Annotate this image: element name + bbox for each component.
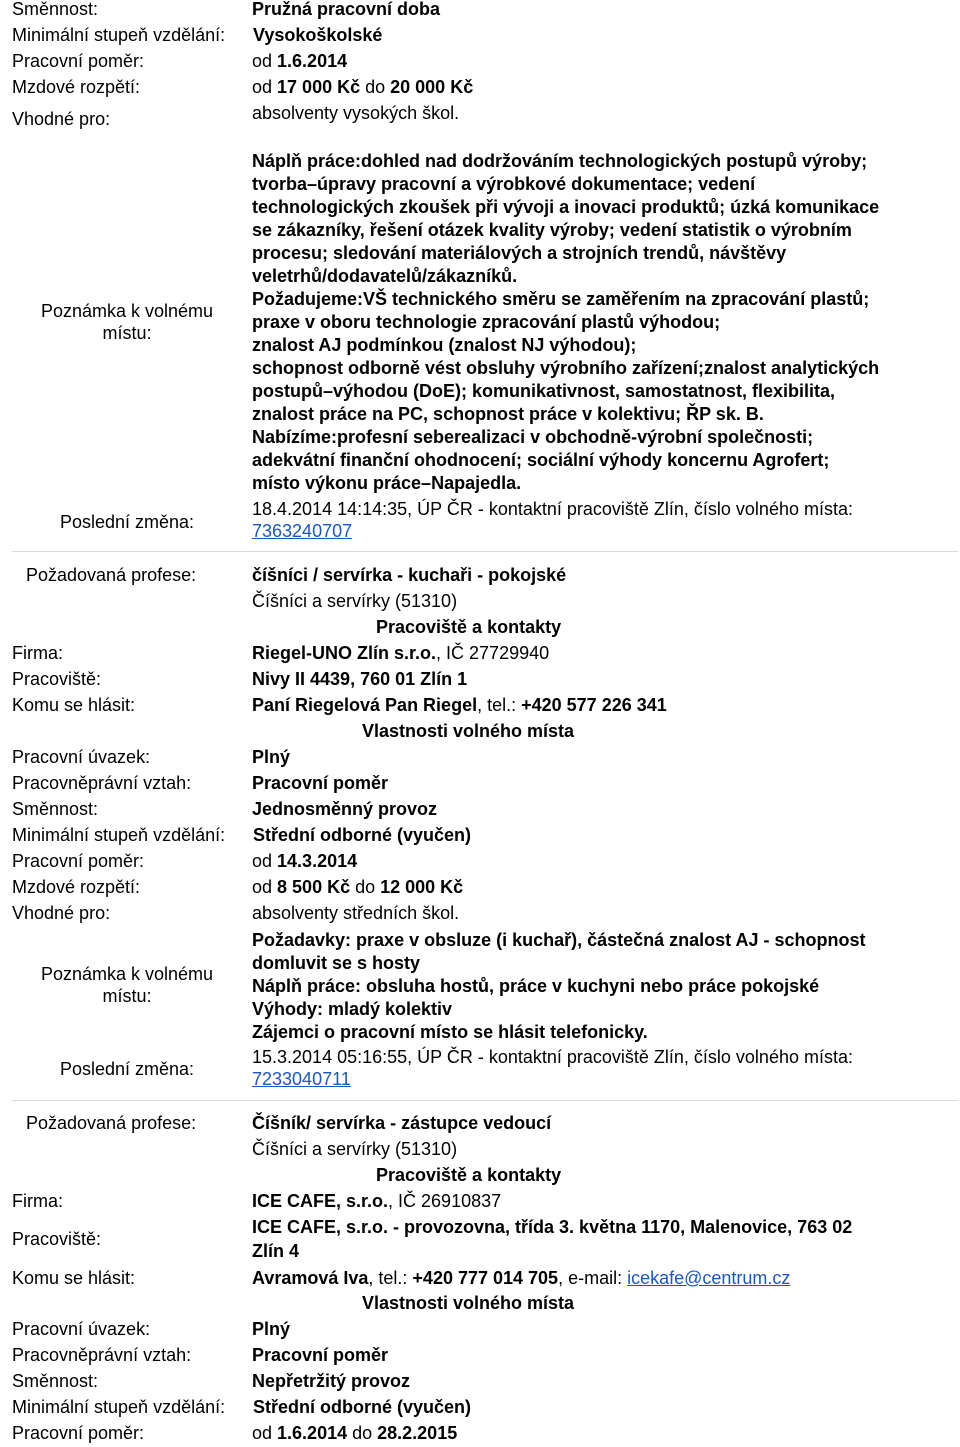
block1-vzdelani-row bbox=[12, 24, 383, 46]
block3-pracoviste-line1: ICE CAFE, s.r.o. - provozovna, třída 3. května 1170, Malenovice, 763 02 bbox=[252, 1217, 853, 1237]
block2-section-props: Vlastnosti volného místa bbox=[362, 721, 575, 741]
block2-note-label: Poznámka k volnému místu: bbox=[40, 964, 214, 1006]
block2-profese-value: číšníci / servírka - kuchaři - pokojské bbox=[252, 565, 567, 585]
block3-profese-label: Požadovaná profese: bbox=[26, 1113, 197, 1133]
smennost-label: Směnnost: bbox=[12, 0, 99, 19]
mzda-label: Mzdové rozpětí: bbox=[12, 77, 141, 97]
vzdelani-value: Střední odborné (vyučen) bbox=[253, 825, 472, 845]
komu-value: Paní Riegelová Pan Riegel, tel.: +420 577 226 341 bbox=[252, 695, 667, 715]
firma-label: Firma: bbox=[12, 1191, 63, 1211]
mzda-value: od 8 500 Kč do 12 000 Kč bbox=[252, 877, 464, 897]
vzdelani-value: Střední odborné (vyučen) bbox=[253, 1397, 472, 1417]
vacancy-number-link[interactable]: 7233040711 bbox=[252, 1069, 351, 1089]
block2-mzda-row bbox=[12, 876, 464, 898]
uvazek-label: Pracovní úvazek: bbox=[12, 1319, 151, 1339]
block2-profese-label: Požadovaná profese: bbox=[26, 565, 197, 585]
pracoviste-value: Nivy II 4439, 760 01 Zlín 1 bbox=[252, 669, 468, 689]
pomer-label: Pracovní poměr: bbox=[12, 51, 145, 71]
block3-vztah-row bbox=[12, 1344, 389, 1366]
vzdelani-label: Minimální stupeň vzdělání: bbox=[12, 1397, 226, 1417]
block3-section-props: Vlastnosti volného místa bbox=[362, 1293, 575, 1313]
block2-pomer-row bbox=[12, 850, 358, 872]
pomer-value: od 1.6.2014 do 28.2.2015 bbox=[252, 1423, 458, 1443]
block1-vhodne-row bbox=[12, 108, 110, 130]
divider bbox=[12, 1100, 958, 1101]
block3-komu-row bbox=[12, 1267, 791, 1289]
block2-komu-row bbox=[12, 694, 667, 716]
block2-uvazek-row bbox=[12, 746, 291, 768]
block3-pracoviste-line2: Zlín 4 bbox=[252, 1241, 300, 1261]
vhodne-label: Vhodné pro: bbox=[12, 903, 111, 923]
block2-last-change: 15.3.2014 05:16:55, ÚP ČR - kontaktní pracoviště Zlín, číslo volného místa: 7233040711 bbox=[252, 1047, 853, 1089]
divider bbox=[12, 551, 958, 552]
block1-last-change-label: Poslední změna: bbox=[59, 512, 195, 532]
vztah-value: Pracovní poměr bbox=[252, 773, 389, 793]
block1-mzda-row bbox=[12, 76, 474, 98]
pomer-label: Pracovní poměr: bbox=[12, 1423, 145, 1443]
firma-label: Firma: bbox=[12, 643, 63, 663]
block2-firma-row bbox=[12, 642, 550, 664]
block3-section-contacts: Pracoviště a kontakty bbox=[376, 1165, 562, 1185]
vzdelani-value: Vysokoškolské bbox=[253, 25, 383, 45]
vztah-value: Pracovní poměr bbox=[252, 1345, 389, 1365]
block2-note-text: Požadavky: praxe v obsluze (i kuchař), částečná znalost AJ - schopnost domluvit se s hosty Náplň práce: obsluha hostů, práce v kuchyni nebo práce pokojské Výhody: mladý kolektiv Zájemci o pracovní místo se hlásit telefonicky. bbox=[252, 930, 866, 1042]
block3-uvazek-row bbox=[12, 1318, 291, 1340]
block3-pomer-row bbox=[12, 1422, 458, 1444]
block2-last-change-label: Poslední změna: bbox=[59, 1059, 195, 1079]
block2-pracoviste-row bbox=[12, 668, 468, 690]
block3-profese-value: Číšník/ servírka - zástupce vedoucí bbox=[252, 1113, 552, 1133]
block1-note-label: Poznámka k volnému místu: bbox=[40, 301, 214, 343]
block3-pracoviste-label: Pracoviště: bbox=[12, 1229, 102, 1249]
komu-label: Komu se hlásit: bbox=[12, 1268, 136, 1288]
vztah-label: Pracovněprávní vztah: bbox=[12, 773, 192, 793]
pomer-value: od 1.6.2014 bbox=[252, 51, 348, 71]
uvazek-label: Pracovní úvazek: bbox=[12, 747, 151, 767]
block2-vztah-row bbox=[12, 772, 389, 794]
block3-smennost-row bbox=[12, 1370, 411, 1392]
block3-firma-row bbox=[12, 1190, 502, 1212]
komu-label: Komu se hlásit: bbox=[12, 695, 136, 715]
block2-kategorie: Číšníci a servírky (51310) bbox=[252, 591, 458, 611]
mzda-label: Mzdové rozpětí: bbox=[12, 877, 141, 897]
mzda-value: od 17 000 Kč do 20 000 Kč bbox=[252, 77, 474, 97]
pomer-label: Pracovní poměr: bbox=[12, 851, 145, 871]
block2-smennost-row bbox=[12, 798, 438, 820]
email-link[interactable]: icekafe@centrum.cz bbox=[627, 1268, 791, 1288]
pomer-value: od 14.3.2014 bbox=[252, 851, 358, 871]
block1-last-change: 18.4.2014 14:14:35, ÚP ČR - kontaktní pracoviště Zlín, číslo volného místa: 7363240707 bbox=[252, 499, 853, 541]
block1-vhodne-value: absolventy vysokých škol. bbox=[252, 103, 460, 123]
block3-kategorie: Číšníci a servírky (51310) bbox=[252, 1139, 458, 1159]
firma-value: Riegel-UNO Zlín s.r.o., IČ 27729940 bbox=[252, 643, 550, 663]
smennost-value: Pružná pracovní doba bbox=[252, 0, 441, 19]
uvazek-value: Plný bbox=[252, 1319, 291, 1339]
vhodne-label: Vhodné pro: bbox=[12, 109, 111, 129]
block2-section-contacts: Pracoviště a kontakty bbox=[376, 617, 562, 637]
vacancy-number-link[interactable]: 7363240707 bbox=[252, 521, 353, 541]
block3-vzdelani-row bbox=[12, 1396, 472, 1418]
vzdelani-label: Minimální stupeň vzdělání: bbox=[12, 25, 226, 45]
block1-note-text: Náplň práce:dohled nad dodržováním technologických postupů výroby; tvorba–úpravy pracovní a výrobkové dokumentace; vedení technologických zkoušek při vývoji a inovaci produktů; úzká komunikace se zákazníky, řešení otázek kvality výroby; vedení statistik o výrobním procesu; sledování materiálových a strojních trendů, návštěvy veletrhů/dodavatelů/zákazníků. Požadujeme:VŠ technického směru se zaměřením na zpracování plastů; praxe v oboru technologie zpracování plastů výhodou; znalost AJ podmínkou (znalost NJ výhodou); schopnost odborně vést obsluhy výrobního zařízení;znalost analytických postupů–výhodou (DoE); komunikativnost, samostatnost, flexibilita, znalost práce na PC, schopnost práce v kolektivu; ŘP sk. B. Nabízíme:profesní seberealizaci v obchodně-výrobní společnosti; adekvátní finanční ohodnocení; sociální výhody koncernu Agrofert; místo výkonu práce–Napajedla. bbox=[252, 151, 880, 493]
smennost-label: Směnnost: bbox=[12, 1371, 99, 1391]
vhodne-value: absolventy středních škol. bbox=[252, 903, 460, 923]
uvazek-value: Plný bbox=[252, 747, 291, 767]
block2-vzdelani-row bbox=[12, 824, 472, 846]
block1-smennost-row bbox=[12, 0, 441, 20]
vzdelani-label: Minimální stupeň vzdělání: bbox=[12, 825, 226, 845]
block2-vhodne-row bbox=[12, 902, 460, 924]
smennost-value: Jednosměnný provoz bbox=[252, 799, 438, 819]
komu-value: Avramová Iva, tel.: +420 777 014 705, e-mail: icekafe@centrum.cz bbox=[252, 1268, 791, 1288]
vztah-label: Pracovněprávní vztah: bbox=[12, 1345, 192, 1365]
smennost-label: Směnnost: bbox=[12, 799, 99, 819]
pracoviste-label: Pracoviště: bbox=[12, 669, 102, 689]
smennost-value: Nepřetržitý provoz bbox=[252, 1371, 411, 1391]
firma-value: ICE CAFE, s.r.o., IČ 26910837 bbox=[252, 1191, 502, 1211]
block1-pomer-row bbox=[12, 50, 348, 72]
